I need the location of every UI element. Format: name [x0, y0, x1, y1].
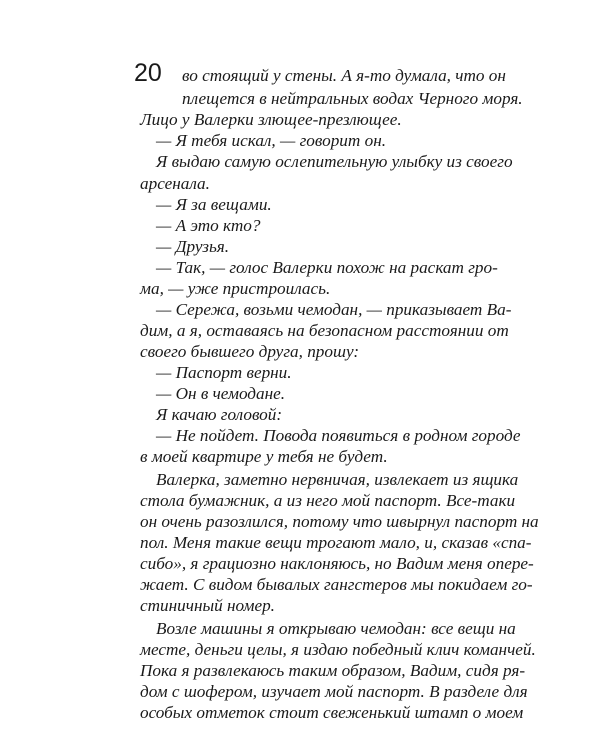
- text-line: — Паспорт верни.: [156, 363, 292, 382]
- text-line: дом с шофером, изучает мой паспорт. В разделе для: [140, 682, 528, 701]
- text-line: — Друзья.: [156, 237, 230, 256]
- text-line: своего бывшего друга, прошу:: [140, 342, 360, 361]
- text-line: особых отметок стоит свеженький штамп о моем: [140, 703, 524, 722]
- text-line: месте, деньги целы, я издаю победный клич команчей.: [140, 640, 536, 659]
- page-number: 20: [134, 59, 162, 87]
- text-line: стола бумажник, а из него мой паспорт. Все-таки: [140, 491, 516, 510]
- text-line: — Не пойдет. Повода появиться в родном городе: [156, 426, 521, 445]
- text-line: Лицо у Валерки злющее-презлющее.: [140, 110, 402, 129]
- text-line: — Я тебя искал, — говорит он.: [156, 131, 387, 150]
- text-line: — А это кто?: [156, 216, 261, 235]
- text-line: — Так, — голос Валерки похож на раскат гро-: [156, 258, 498, 277]
- text-line: — Сережа, возьми чемодан, — приказывает Ва-: [156, 300, 512, 319]
- text-line: дим, а я, оставаясь на безопасном расстоянии от: [140, 321, 509, 340]
- text-line: пол. Меня такие вещи трогают мало, и, сказав «спа-: [140, 533, 532, 552]
- text-line: — Он в чемодане.: [156, 384, 286, 403]
- text-line: жает. С видом бывалых гангстеров мы покидаем го-: [140, 575, 533, 594]
- text-line: в моей квартире у тебя не будет.: [140, 447, 388, 466]
- text-line: плещется в нейтральных водах Черного моря.: [182, 89, 523, 108]
- text-line: — Я за вещами.: [156, 195, 272, 214]
- text-line: он очень разозлился, потому что швырнул паспорт на: [140, 512, 539, 531]
- text-line: арсенала.: [140, 174, 210, 193]
- text-line: Валерка, заметно нервничая, извлекает из ящика: [156, 470, 519, 489]
- text-line: Пока я развлекаюсь таким образом, Вадим, сидя ря-: [140, 661, 526, 680]
- text-line: Я качаю головой:: [156, 405, 283, 424]
- text-line: Возле машины я открываю чемодан: все вещи на: [156, 619, 516, 638]
- text-line: сибо», я грациозно наклоняюсь, но Вадим меня опере-: [140, 554, 534, 573]
- text-line: во стоящий у стены. А я-то думала, что он: [182, 66, 506, 85]
- text-line: ма, — уже пристроилась.: [140, 279, 331, 298]
- text-line: стиничный номер.: [140, 596, 275, 615]
- text-line: Я выдаю самую ослепительную улыбку из своего: [156, 152, 513, 171]
